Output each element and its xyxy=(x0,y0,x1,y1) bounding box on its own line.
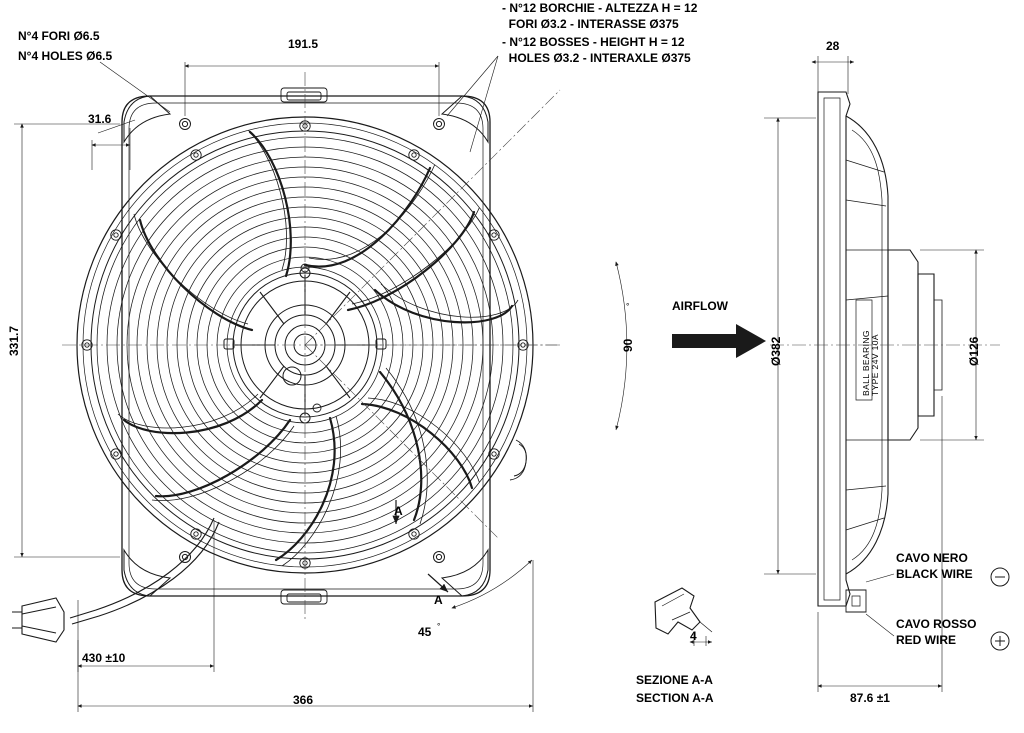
dim-diameter-inner: Ø126 xyxy=(967,336,981,366)
note-bosses-line3: - N°12 BOSSES - HEIGHT H = 12 xyxy=(502,35,685,49)
dim-side-depth: 87.6 ±1 xyxy=(850,691,890,705)
section-label-en: SECTION A-A xyxy=(636,691,714,705)
dim-offset-small: 31.6 xyxy=(88,112,112,126)
wire-red-en: RED WIRE xyxy=(896,633,956,647)
note-holes-en: N°4 HOLES Ø6.5 xyxy=(18,49,113,63)
wire-black-it: CAVO NERO xyxy=(896,551,968,565)
dim-angle-90: 90 xyxy=(621,338,635,352)
motor-label-line1: BALL BEARING xyxy=(861,330,871,396)
dim-top-width: 191.5 xyxy=(288,37,319,51)
dim-section-thickness: 4 xyxy=(690,629,697,643)
degree-symbol-45: ° xyxy=(437,621,441,631)
dim-overall-width: 366 xyxy=(293,693,314,707)
dim-side-top: 28 xyxy=(826,39,840,53)
section-mark-a-right: A xyxy=(394,504,403,518)
dim-cable-length: 430 ±10 xyxy=(82,651,126,665)
section-label-it: SEZIONE A-A xyxy=(636,673,713,687)
motor-label-line2: TYPE 24V 10A xyxy=(870,334,880,396)
note-bosses-line4: HOLES Ø3.2 - INTERAXLE Ø375 xyxy=(502,51,691,65)
note-holes-it: N°4 FORI Ø6.5 xyxy=(18,29,100,43)
degree-symbol-90: ° xyxy=(626,301,630,311)
dim-diameter-outer: Ø382 xyxy=(769,336,783,366)
wire-red-it: CAVO ROSSO xyxy=(896,617,977,631)
section-mark-a-bottom: A xyxy=(434,593,443,607)
note-bosses-line2: FORI Ø3.2 - INTERASSE Ø375 xyxy=(502,17,679,31)
airflow-label: AIRFLOW xyxy=(672,299,728,313)
airflow-arrow xyxy=(672,324,766,358)
note-bosses-line1: - N°12 BORCHIE - ALTEZZA H = 12 xyxy=(502,1,698,15)
dim-angle-45: 45 xyxy=(418,625,432,639)
dim-height-left: 331.7 xyxy=(7,325,21,356)
wire-black-en: BLACK WIRE xyxy=(896,567,973,581)
